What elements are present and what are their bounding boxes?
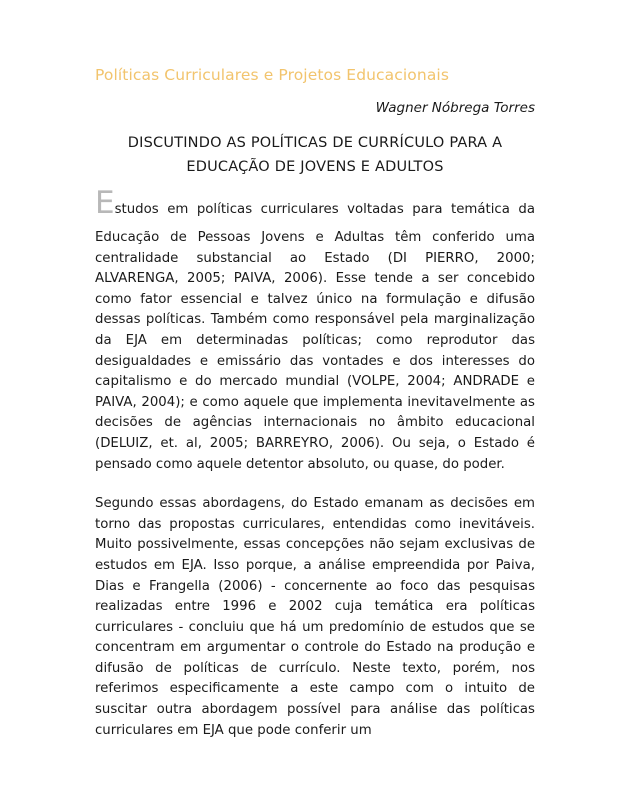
article-body bbox=[95, 185, 535, 741]
first-line bbox=[95, 185, 535, 221]
paragraph-2: Segundo essas abordagens, do Estado emanam as decisões em torno das propostas curriculares, entendidas como inevitáveis. Muito possivelmente, essas concepções não sejam exclusivas de estudos em EJA. Isso porque, a análise empreendida por Paiva, Dias e Frangella (2006) - concernente ao foco das pesquisas realizadas entre 1996 e 2002 cuja temática era políticas curriculares - concluiu que há um predomínio de estudos que se concentram em argumentar o controle do Estado na produção e difusão de políticas de currículo. Neste texto, porém, nos referimos especificamente a este campo com o intuito de suscitar outra abordagem possível para análise das políticas curriculares em EJA que pode conferir um bbox=[95, 496, 535, 738]
article-title-line-2: EDUCAÇÃO DE JOVENS E ADULTOS bbox=[186, 159, 444, 175]
paragraph-1-text: Educação de Pessoas Jovens e Adultas têm conferido uma centralidade substancial ao Estado (DI PIERRO, 2000; ALVARENGA, 2005; PAIVA, 2006). Esse tende a ser concebido como fator essencial e talvez único na formulação e difusão dessas políticas. Também como responsável pela marginalização da EJA em determinadas políticas; como reprodutor das desigualdades e emissário das vontades e dos interesses do capitalismo e do mercado mundial (VOLPE, 2004; ANDRADE e PAIVA, 2004); e como aquele que implementa inevitavelmente as decisões de agências internacionais no âmbito educacional (DELUIZ, et. al, 2005; BARREYRO, 2006). Ou seja, o Estado é pensado como aquele detentor absoluto, ou quase, do poder. bbox=[95, 230, 535, 472]
series-header: Políticas Curriculares e Projetos Educacionais bbox=[95, 66, 449, 84]
drop-cap: E bbox=[95, 185, 115, 221]
author-name: Wagner Nóbrega Torres bbox=[375, 100, 535, 116]
first-line-text: studos em políticas curriculares voltadas para temática da bbox=[114, 202, 535, 217]
paragraph-1 bbox=[95, 185, 535, 475]
article-title bbox=[95, 131, 535, 179]
article-title-line-1: DISCUTINDO AS POLÍTICAS DE CURRÍCULO PARA A bbox=[127, 135, 503, 151]
